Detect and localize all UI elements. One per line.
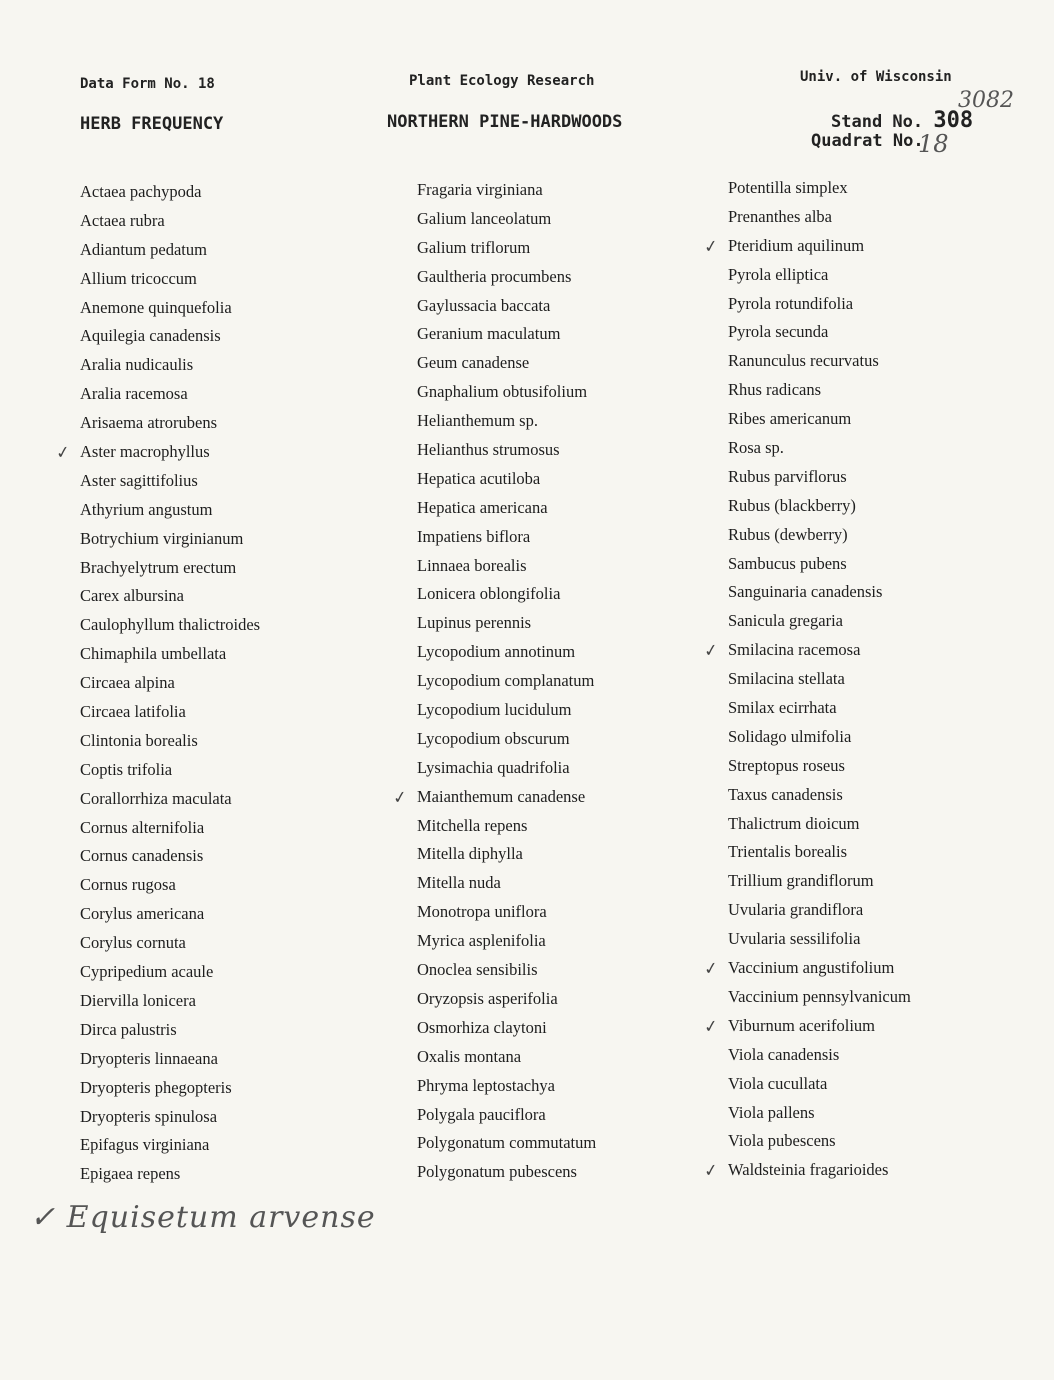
species-item <box>80 1160 260 1189</box>
species-name: Vaccinium angustifolium <box>728 958 895 978</box>
species-item <box>728 694 911 723</box>
species-item <box>417 1129 596 1158</box>
species-item <box>728 607 911 636</box>
species-item <box>80 496 260 525</box>
species-item <box>728 723 911 752</box>
species-name: Ribes americanum <box>728 409 852 429</box>
species-name: Actaea rubra <box>80 210 165 230</box>
species-name: Viola pubescens <box>728 1131 836 1151</box>
species-item <box>80 1074 260 1103</box>
species-item <box>417 1158 596 1187</box>
species-name: Clintonia borealis <box>80 730 198 750</box>
species-name: Brachyelytrum erectum <box>80 557 237 577</box>
species-name: Lupinus perennis <box>417 613 532 633</box>
species-name: Trillium grandiflorum <box>728 871 874 891</box>
species-item <box>728 1070 911 1099</box>
species-item <box>80 900 260 929</box>
university-name: Univ. of Wisconsin <box>800 69 952 85</box>
species-item <box>417 1014 596 1043</box>
form-title: HERB FREQUENCY <box>80 114 224 134</box>
species-item <box>417 234 596 263</box>
species-name: Waldsteinia fragarioides <box>728 1160 889 1180</box>
species-item <box>80 756 260 785</box>
species-name: Aralia racemosa <box>80 384 188 404</box>
species-name: Uvularia grandiflora <box>728 900 864 920</box>
species-name: Oxalis montana <box>417 1046 522 1066</box>
species-name: Potentilla simplex <box>728 178 848 197</box>
species-name: Arisaema atrorubens <box>80 413 217 433</box>
species-item <box>728 867 911 896</box>
species-name: Lycopodium annotinum <box>417 642 576 662</box>
check-mark-icon: ✓ <box>391 786 409 809</box>
species-item <box>728 261 911 290</box>
species-item <box>80 698 260 727</box>
species-item <box>417 812 596 841</box>
species-item <box>80 1103 260 1132</box>
species-item <box>54 438 260 467</box>
species-name: Sanguinaria canadensis <box>728 582 883 602</box>
species-name: Epifagus virginiana <box>80 1135 210 1155</box>
species-item <box>728 318 911 347</box>
species-name: Viola pallens <box>728 1102 815 1122</box>
species-name: Gnaphalium obtusifolium <box>417 382 588 402</box>
species-name: Ranunculus recurvatus <box>728 351 879 371</box>
handwritten-species-note: ✓ Equisetum arvense <box>30 1200 376 1235</box>
species-item <box>728 203 911 232</box>
species-item <box>417 465 596 494</box>
species-item <box>417 898 596 927</box>
species-name: Prenanthes alba <box>728 206 833 226</box>
species-item <box>417 378 596 407</box>
check-mark-icon: ✓ <box>702 958 720 980</box>
species-name: Caulophyllum thalictroides <box>80 615 261 635</box>
species-name: Corallorrhiza maculata <box>80 788 232 808</box>
species-name: Actaea pachypoda <box>80 182 202 201</box>
species-item <box>728 781 911 810</box>
species-name: Diervilla lonicera <box>80 990 196 1010</box>
species-name: Lycopodium lucidulum <box>417 700 572 720</box>
species-item <box>702 1156 911 1185</box>
species-name: Chimaphila umbellata <box>80 644 227 664</box>
species-name: Polygonatum pubescens <box>417 1162 577 1182</box>
species-item <box>417 985 596 1014</box>
species-column-2 <box>391 176 597 1187</box>
species-item <box>80 582 260 611</box>
species-item <box>728 925 911 954</box>
species-name: Monotropa uniflora <box>417 902 547 922</box>
species-name: Rhus radicans <box>728 380 822 400</box>
species-item <box>80 987 260 1016</box>
species-name: Hepatica americana <box>417 497 548 517</box>
species-name: Carex albursina <box>80 586 185 606</box>
species-item <box>80 351 260 380</box>
species-name: Anemone quinquefolia <box>80 297 232 317</box>
species-item <box>80 929 260 958</box>
form-number: Data Form No. 18 <box>80 76 215 92</box>
species-item <box>80 207 260 236</box>
species-item <box>728 1099 911 1128</box>
species-item <box>80 294 260 323</box>
species-item <box>728 347 911 376</box>
species-name: Rubus (blackberry) <box>728 495 856 515</box>
species-name: Pteridium aquilinum <box>728 235 865 255</box>
species-name: Cornus rugosa <box>80 875 176 895</box>
species-item <box>728 521 911 550</box>
species-name: Helianthus strumosus <box>417 440 560 460</box>
species-item <box>417 609 596 638</box>
check-mark-icon: ✓ <box>702 1015 720 1038</box>
species-name: Impatiens biflora <box>417 526 531 546</box>
species-name: Dryopteris spinulosa <box>80 1106 218 1126</box>
species-item <box>80 669 260 698</box>
species-item <box>728 810 911 839</box>
species-name: Polygonatum commutatum <box>417 1133 597 1153</box>
species-name: Gaultheria procumbens <box>417 266 572 286</box>
community-title: NORTHERN PINE-HARDWOODS <box>387 112 623 132</box>
species-item <box>728 550 911 579</box>
species-name: Corylus cornuta <box>80 933 186 953</box>
species-item <box>80 1016 260 1045</box>
species-item <box>417 523 596 552</box>
species-name: Mitella diphylla <box>417 844 523 864</box>
species-name: Rubus (dewberry) <box>728 524 848 544</box>
species-name: Mitchella repens <box>417 815 528 835</box>
species-name: Geum canadense <box>417 353 530 373</box>
species-item <box>417 696 596 725</box>
species-item <box>728 492 911 521</box>
organization-name: Plant Ecology Research <box>409 73 595 89</box>
check-mark-icon: ✓ <box>702 235 720 258</box>
species-item <box>80 265 260 294</box>
species-name: Phryma leptostachya <box>417 1075 555 1095</box>
species-name: Onoclea sensibilis <box>417 960 538 980</box>
species-item <box>728 665 911 694</box>
species-item <box>80 958 260 987</box>
species-name: Smilacina stellata <box>728 669 845 689</box>
species-item <box>417 552 596 581</box>
stand-label: Stand No. <box>831 112 924 132</box>
species-name: Linnaea borealis <box>417 555 527 575</box>
species-item <box>728 752 911 781</box>
species-name: Rosa sp. <box>728 438 784 458</box>
species-name: Athyrium angustum <box>80 499 213 519</box>
species-name: Solidago ulmifolia <box>728 726 852 746</box>
species-name: Viburnum acerifolium <box>728 1015 876 1035</box>
check-mark-icon: ✓ <box>702 1160 720 1183</box>
species-name: Oryzopsis asperifolia <box>417 988 558 1008</box>
species-name: Epigaea repens <box>80 1164 181 1184</box>
species-item <box>417 927 596 956</box>
species-column-1 <box>54 178 261 1189</box>
species-name: Pyrola secunda <box>728 322 829 342</box>
species-item <box>417 263 596 292</box>
species-item <box>417 725 596 754</box>
species-name: Maianthemum canadense <box>417 786 586 806</box>
species-item <box>80 1045 260 1074</box>
species-name: Galium triflorum <box>417 237 531 257</box>
species-item <box>417 292 596 321</box>
species-item <box>80 640 260 669</box>
species-name: Smilax ecirrhata <box>728 698 837 718</box>
species-item <box>417 1043 596 1072</box>
species-name: Lycopodium complanatum <box>417 671 595 691</box>
species-name: Cornus alternifolia <box>80 817 205 837</box>
species-name: Geranium maculatum <box>417 324 561 344</box>
species-item <box>728 838 911 867</box>
quadrat-label: Quadrat No. <box>811 131 924 151</box>
species-name: Cornus canadensis <box>80 846 204 866</box>
species-item <box>417 580 596 609</box>
species-item <box>417 176 596 205</box>
stand-value: 308 <box>933 108 974 133</box>
species-item <box>80 611 260 640</box>
species-item <box>728 578 911 607</box>
species-item <box>417 205 596 234</box>
species-name: Streptopus roseus <box>728 755 845 775</box>
species-name: Lycopodium obscurum <box>417 728 570 748</box>
species-item <box>80 871 260 900</box>
species-name: Corylus americana <box>80 904 205 924</box>
species-name: Dryopteris linnaeana <box>80 1048 218 1068</box>
species-column-3 <box>702 174 911 1185</box>
species-name: Botrychium virginianum <box>80 528 244 548</box>
species-item <box>702 636 911 665</box>
species-item <box>417 956 596 985</box>
species-item <box>80 1131 260 1160</box>
species-item <box>417 407 596 436</box>
species-name: Fragaria virginiana <box>417 180 543 199</box>
species-name: Taxus canadensis <box>728 784 843 804</box>
species-name: Helianthemum sp. <box>417 411 538 431</box>
species-item <box>417 320 596 349</box>
species-name: Lysimachia quadrifolia <box>417 757 570 777</box>
species-item <box>80 322 260 351</box>
species-item <box>417 840 596 869</box>
check-mark-icon: ✓ <box>54 442 72 464</box>
species-item <box>702 232 911 261</box>
species-item <box>80 409 260 438</box>
species-item <box>728 405 911 434</box>
species-name: Aster sagittifolius <box>80 470 198 490</box>
species-item <box>728 983 911 1012</box>
species-name: Polygala pauciflora <box>417 1104 546 1124</box>
species-item <box>417 1101 596 1130</box>
species-name: Aquilegia canadensis <box>80 326 221 346</box>
species-name: Myrica asplenifolia <box>417 931 546 951</box>
species-name: Uvularia sessilifolia <box>728 929 861 949</box>
species-name: Lonicera oblongifolia <box>417 584 561 604</box>
quadrat-handwritten-value: 18 <box>918 130 949 158</box>
species-name: Viola cucullata <box>728 1073 828 1093</box>
species-item <box>391 783 596 812</box>
species-item <box>728 463 911 492</box>
species-item <box>728 174 911 203</box>
species-name: Thalictrum dioicum <box>728 813 860 833</box>
species-name: Coptis trifolia <box>80 759 173 779</box>
species-item <box>728 290 911 319</box>
species-name: Osmorhiza claytoni <box>417 1017 547 1037</box>
species-item <box>80 842 260 871</box>
species-name: Rubus parviflorus <box>728 466 847 486</box>
quadrat-number <box>811 131 924 151</box>
species-name: Viola canadensis <box>728 1044 840 1064</box>
species-name: Aster macrophyllus <box>80 442 210 462</box>
species-item <box>728 1127 911 1156</box>
species-item <box>728 1041 911 1070</box>
species-name: Cypripedium acaule <box>80 962 214 982</box>
species-name: Allium tricoccum <box>80 268 197 288</box>
species-item <box>728 896 911 925</box>
species-item <box>417 436 596 465</box>
species-name: Gaylussacia baccata <box>417 295 551 315</box>
species-item <box>728 376 911 405</box>
check-mark-icon: ✓ <box>702 640 720 663</box>
species-name: Dirca palustris <box>80 1019 177 1039</box>
species-name: Sambucus pubens <box>728 553 847 573</box>
species-name: Trientalis borealis <box>728 842 848 862</box>
species-item <box>80 380 260 409</box>
species-item <box>417 754 596 783</box>
species-name: Pyrola elliptica <box>728 264 829 284</box>
species-item <box>80 236 260 265</box>
species-item <box>80 467 260 496</box>
species-item <box>702 1012 911 1041</box>
species-name: Adiantum pedatum <box>80 239 207 259</box>
species-item <box>417 869 596 898</box>
species-name: Circaea latifolia <box>80 702 186 722</box>
species-item <box>80 178 260 207</box>
species-name: Sanicula gregaria <box>728 611 843 631</box>
species-name: Smilacina racemosa <box>728 640 861 660</box>
species-item <box>702 954 911 983</box>
species-item <box>417 494 596 523</box>
species-item <box>417 349 596 378</box>
species-name: Hepatica acutiloba <box>417 468 541 488</box>
species-name: Vaccinium pennsylvanicum <box>728 986 911 1006</box>
species-name: Circaea alpina <box>80 673 175 693</box>
species-name: Aralia nudicaulis <box>80 355 194 375</box>
species-item <box>80 785 260 814</box>
species-item <box>417 667 596 696</box>
species-item <box>728 434 911 463</box>
species-name: Galium lanceolatum <box>417 208 552 228</box>
species-name: Dryopteris phegopteris <box>80 1077 232 1097</box>
stand-handwritten-value: 3082 <box>958 88 1014 113</box>
species-item <box>80 525 260 554</box>
species-item <box>417 1072 596 1101</box>
species-item <box>80 727 260 756</box>
species-item <box>417 638 596 667</box>
species-item <box>80 814 260 843</box>
stand-number <box>831 108 973 133</box>
species-item <box>80 554 260 583</box>
species-name: Pyrola rotundifolia <box>728 293 854 313</box>
species-name: Mitella nuda <box>417 873 501 893</box>
